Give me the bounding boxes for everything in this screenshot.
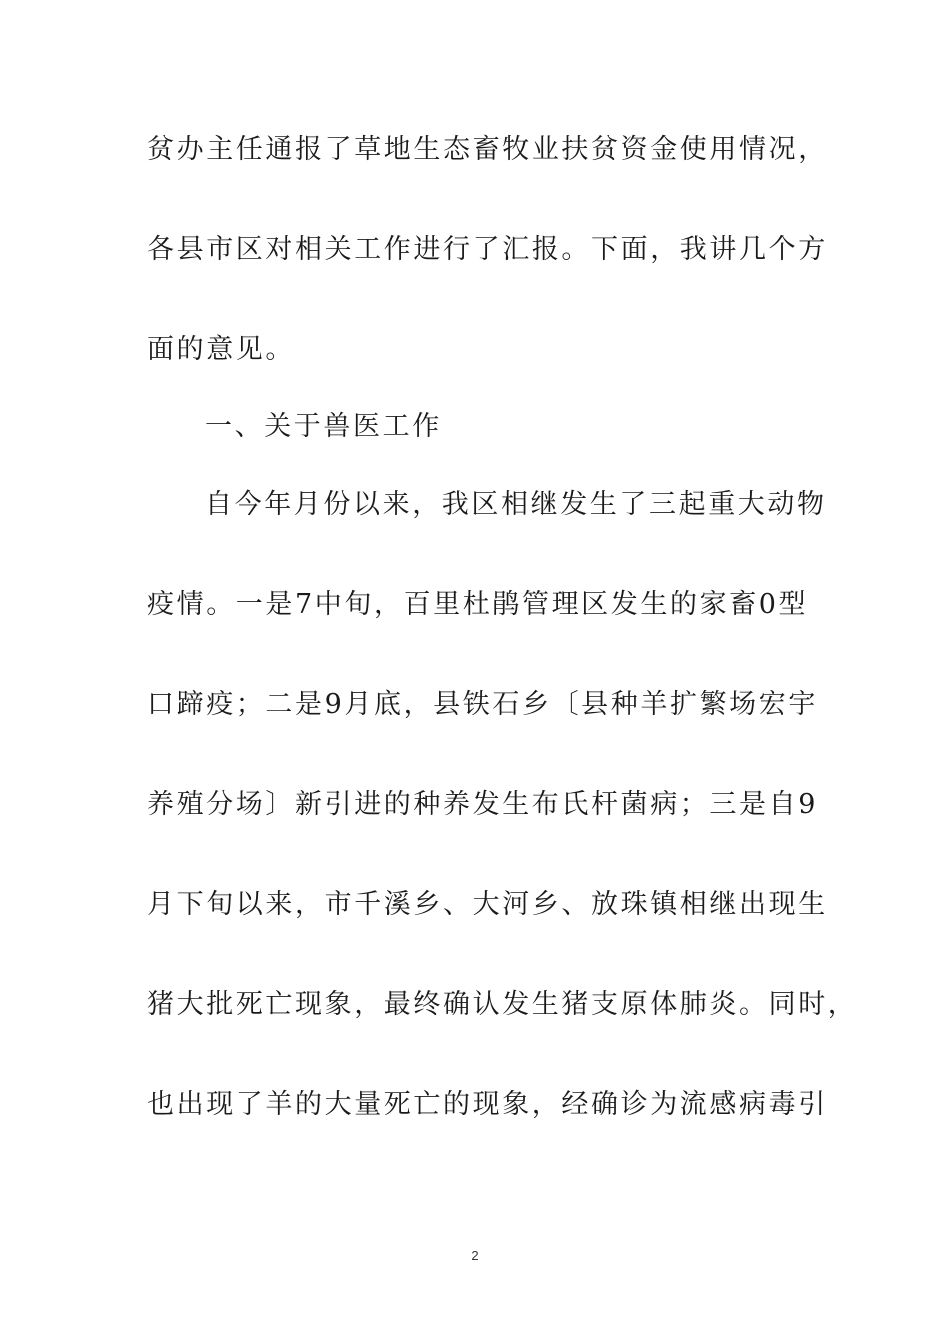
paragraph-line: 贫办主任通报了草地生态畜牧业扶贫资金使用情况， [147, 134, 828, 165]
paragraph-line: 也出现了羊的大量死亡的现象，经确诊为流感病毒引 [147, 1089, 828, 1120]
paragraph-line: 养殖分场〕新引进的种养发生布氏杆菌病；三是自9 [147, 789, 818, 820]
paragraph-line: 猪大批死亡现象，最终确认发生猪支原体肺炎。同时， [147, 989, 858, 1020]
paragraph-line: 月下旬以来，市千溪乡、大河乡、放珠镇相继出现生 [147, 889, 828, 920]
page-number: 2 [471, 1248, 479, 1263]
paragraph-line: 疫情。一是7中旬，百里杜鹃管理区发生的家畜0型 [147, 589, 809, 620]
section-heading: 一、关于兽医工作 [205, 411, 442, 442]
paragraph-line: 各县市区对相关工作进行了汇报。下面，我讲几个方 [147, 234, 828, 265]
paragraph-line: 自今年月份以来，我区相继发生了三起重大动物 [205, 489, 827, 520]
paragraph-line: 面的意见。 [147, 334, 295, 365]
paragraph-line: 口蹄疫；二是9月底，县铁石乡〔县种羊扩繁场宏宇 [147, 689, 818, 720]
